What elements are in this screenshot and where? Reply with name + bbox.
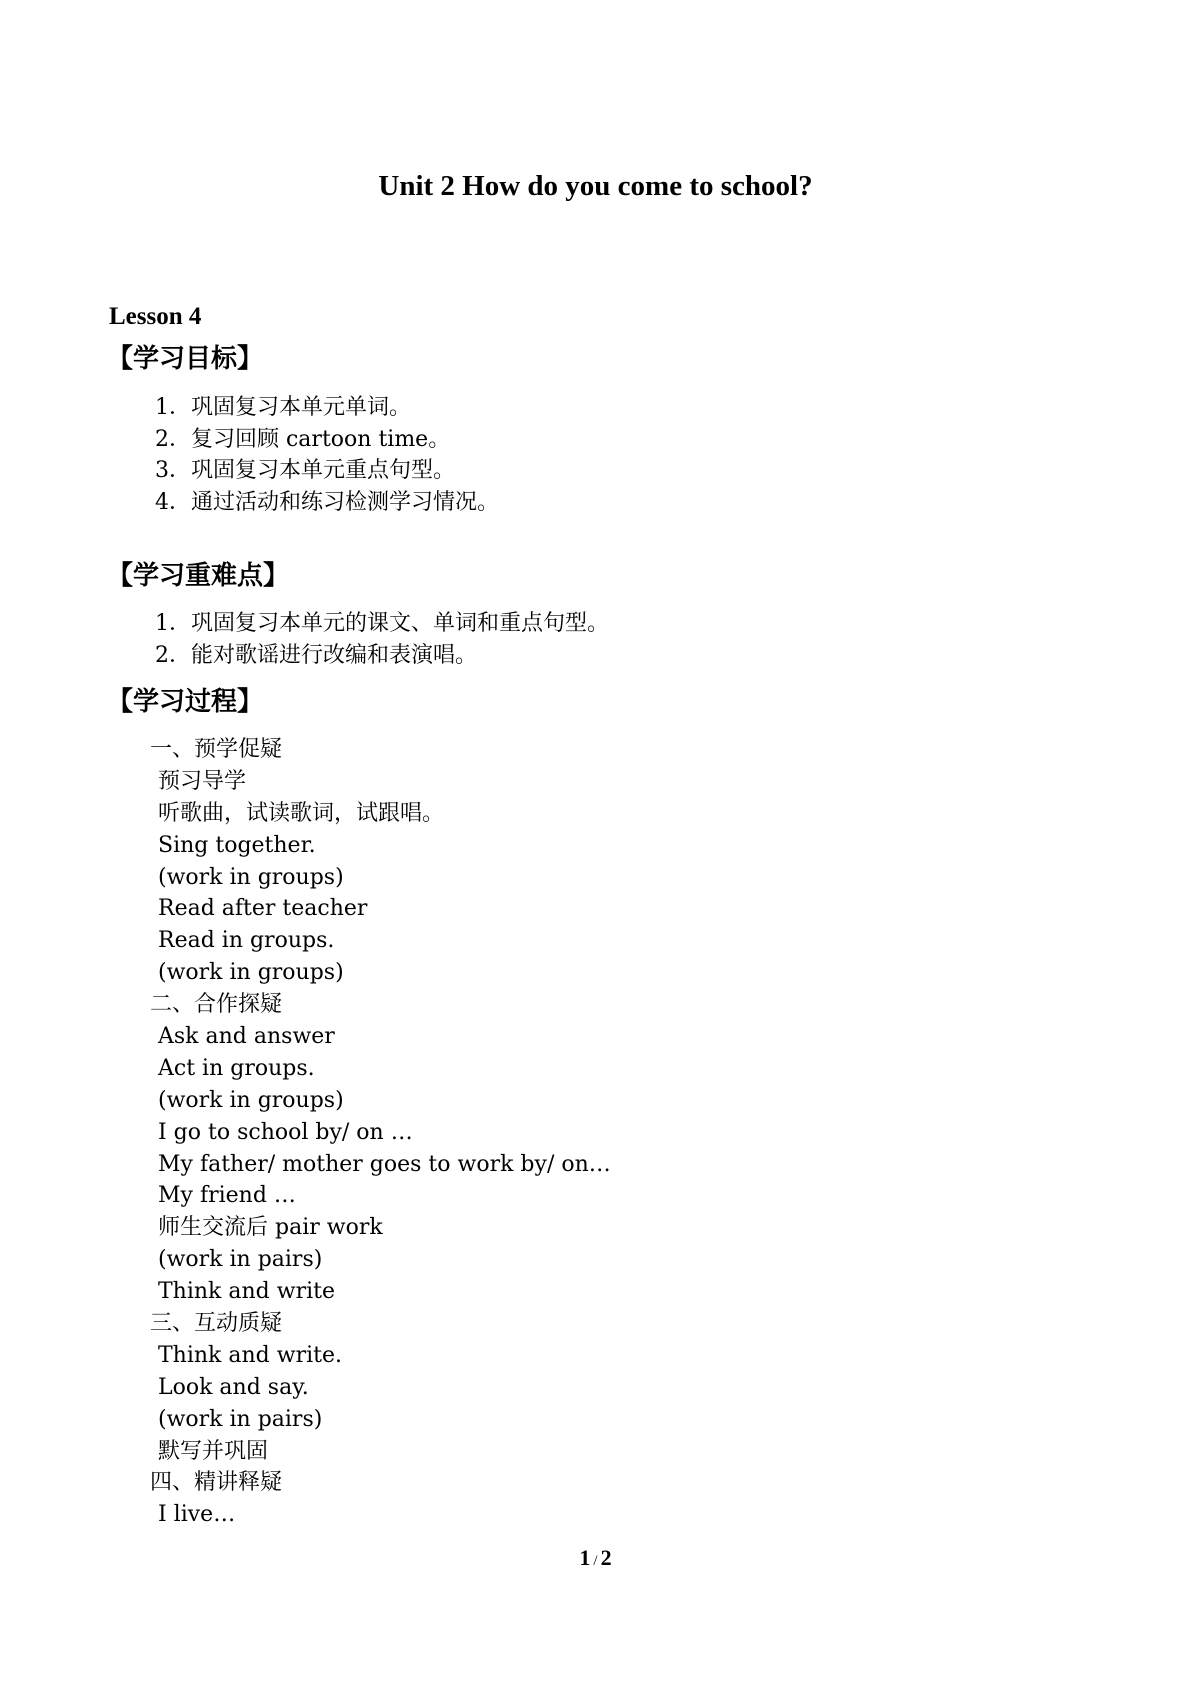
process-line: (work in groups)	[158, 1087, 344, 1113]
objective-item: 3．巩固复习本单元重点句型。	[155, 458, 455, 483]
process-line: 默写并巩固	[158, 1438, 269, 1464]
key-point-item: 1．巩固复习本单元的课文、单词和重点句型。	[155, 611, 609, 636]
process-line: Sing together.	[158, 832, 316, 858]
process-line: (work in groups)	[158, 864, 344, 890]
key-point-item: 2．能对歌谣进行改编和表演唱。	[155, 642, 477, 668]
process-line: 师生交流后 pair work	[158, 1215, 383, 1241]
process-line: Ask and answer	[158, 1024, 335, 1050]
process-line: My father/ mother goes to work by/ on…	[158, 1151, 611, 1177]
process-line: Read after teacher	[158, 896, 368, 922]
process-section-title: 一、预学促疑	[150, 737, 283, 762]
process-list	[150, 734, 611, 1531]
process-line: Think and write	[158, 1279, 335, 1305]
document-title: Unit 2 How do you come to school?	[378, 170, 813, 202]
process-line: Read in groups.	[158, 928, 335, 954]
key-points-list	[155, 608, 609, 671]
process-line: (work in pairs)	[158, 1406, 323, 1432]
current-page: 1	[579, 1545, 591, 1570]
key-points-heading: 【学习重难点】	[107, 561, 290, 591]
process-line: My friend …	[158, 1183, 296, 1209]
process-line: I go to school by/ on …	[158, 1119, 413, 1145]
objective-item: 2．复习回顾 cartoon time。	[155, 426, 451, 452]
process-line: I live…	[158, 1502, 236, 1528]
process-section-title: 二、合作探疑	[150, 992, 283, 1018]
process-section-title: 三、互动质疑	[150, 1311, 283, 1337]
process-line: Act in groups.	[158, 1055, 315, 1081]
process-line: (work in pairs)	[158, 1247, 323, 1273]
process-section-title: 四、精讲释疑	[150, 1470, 283, 1496]
lesson-heading: Lesson 4	[109, 303, 202, 330]
process-heading: 【学习过程】	[107, 687, 264, 717]
process-line: (work in groups)	[158, 960, 344, 986]
process-line: 听歌曲，试读歌词，试跟唱。	[158, 800, 445, 826]
total-pages: 2	[600, 1545, 612, 1570]
objective-item: 1．巩固复习本单元单词。	[155, 395, 411, 420]
objectives-list	[155, 392, 499, 518]
objective-item: 4．通过活动和练习检测学习情况。	[155, 489, 499, 515]
objectives-heading: 【学习目标】	[107, 344, 264, 374]
page-separator: /	[593, 1553, 598, 1569]
process-line: Think and write.	[158, 1342, 342, 1368]
process-line: Look and say.	[158, 1374, 309, 1400]
page-number	[0, 1547, 1191, 1569]
process-line: 预习导学	[158, 768, 247, 794]
